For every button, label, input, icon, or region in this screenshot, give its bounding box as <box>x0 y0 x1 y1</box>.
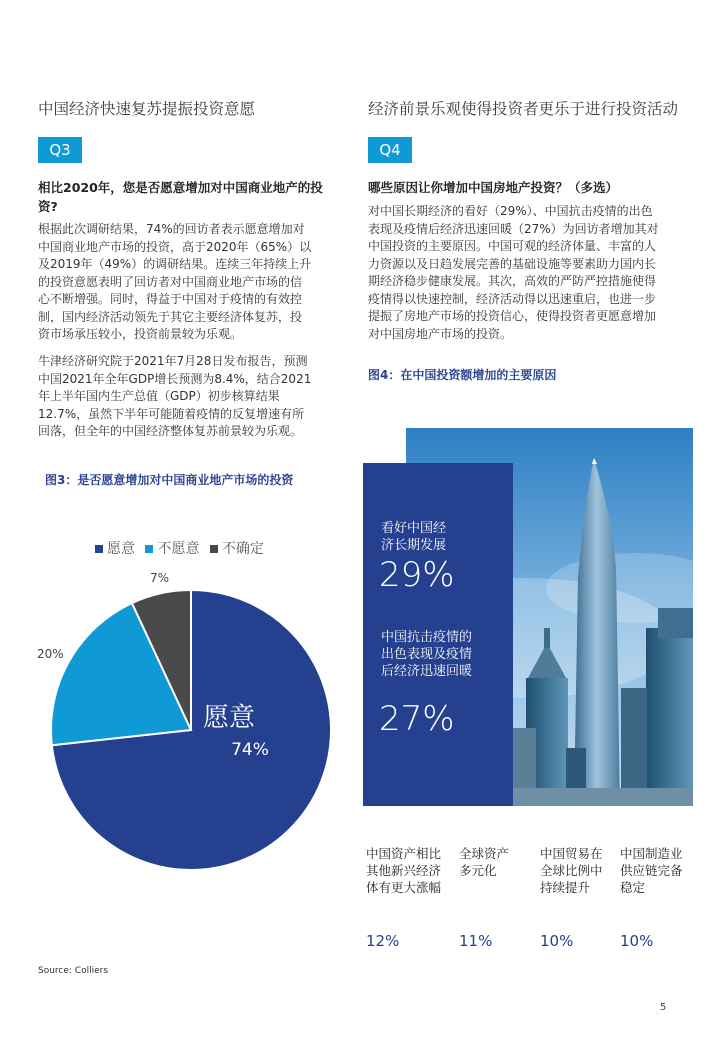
legend-label: 不愿意 <box>157 541 200 557</box>
panel-reason-1-label <box>381 520 446 554</box>
reason-line: 多元化 <box>459 863 497 878</box>
text-line: 根据此次调研结果，74%的回访者表示愿意增加对 <box>38 222 305 236</box>
reason-2-value: 11% <box>459 932 493 950</box>
figure-3-title: 图3：是否愿意增加对中国商业地产市场的投资 <box>45 473 294 487</box>
question-line: 相比2020年，您是否愿意增加对中国商业地产的投 <box>38 180 323 195</box>
text-line: 制，国内经济活动领先于其它主要经济体复苏，投 <box>38 309 303 324</box>
reason-3-label <box>540 845 603 896</box>
q4-paragraph <box>368 203 698 343</box>
source-note: Source: Colliers <box>38 966 109 976</box>
reason-line: 中国制造业 <box>620 846 683 861</box>
panel-label-line: 中国抗击疫情的 <box>381 630 473 645</box>
question-line: 资? <box>38 199 58 214</box>
legend-item-willing <box>95 541 135 557</box>
text-line: 期经济稳步健康发展。其次，高效的严防严控措施使得 <box>368 274 657 288</box>
legend-label: 不确定 <box>221 541 264 557</box>
text-line: 资市场承压较小，投资前景较为乐观。 <box>38 327 243 341</box>
pie-inner-label: 愿意 <box>202 703 256 733</box>
text-line: 的投资意愿表明了回访者对中国商业地产市场的信 <box>38 274 303 289</box>
panel-label-line: 出色表现及疫情 <box>381 647 473 662</box>
text-line: 提振了房地产市场的投资信心，使得投资者更愿意增加 <box>368 309 657 323</box>
panel-reason-2-label <box>381 629 472 680</box>
reason-line: 全球资产 <box>459 846 510 861</box>
text-line: 中国商业地产市场的投资，高于2020年（65%）以 <box>38 239 312 254</box>
pie-legend <box>95 538 270 558</box>
reason-line: 全球比例中 <box>540 863 603 878</box>
text-line: 力资源以及日趋发展完善的基础设施等要素助力国内长 <box>368 256 657 271</box>
legend-label: 愿意 <box>107 541 135 557</box>
text-line: 牛津经济研究院于2021年7月28日发布报告，预测 <box>38 354 308 368</box>
q3-paragraph-2 <box>38 353 348 441</box>
reason-line: 中国资产相比 <box>366 846 442 861</box>
q3-paragraph-1 <box>38 221 348 344</box>
reason-line: 持续提升 <box>540 880 591 895</box>
q3-question <box>38 178 348 216</box>
left-section-title: 中国经济快速复苏提振投资意愿 <box>38 100 256 118</box>
reason-line: 供应链完备 <box>620 863 683 878</box>
legend-swatch <box>95 545 103 553</box>
figure-4-title: 图4：在中国投资额增加的主要原因 <box>368 368 557 382</box>
q4-question: 哪些原因让你增加中国房地产投资？（多选） <box>368 180 619 195</box>
text-line: 表现及疫情后经济迅速回暖（27%）为回访者增加其对 <box>368 221 659 236</box>
panel-reason-1-value: 29% <box>379 555 455 595</box>
panel-label-line: 济长期发展 <box>381 538 447 553</box>
legend-swatch <box>210 545 218 553</box>
reason-1-value: 12% <box>366 932 400 950</box>
text-line: 12.7%，虽然下半年可能随着疫情的反复增速有所 <box>38 406 305 421</box>
right-section-title: 经济前景乐观使得投资者更乐于进行投资活动 <box>368 100 679 118</box>
reason-line: 中国贸易在 <box>540 846 603 861</box>
legend-swatch <box>145 545 153 553</box>
pie-label-uncertain: 7% <box>150 571 170 585</box>
q4-badge: Q4 <box>368 137 412 163</box>
pie-label-unwilling: 20% <box>37 647 64 661</box>
text-line: 对中国长期经济的看好（29%）、中国抗击疫情的出色 <box>368 204 653 218</box>
reason-line: 体有更大涨幅 <box>366 880 442 895</box>
panel-reason-2-value: 27% <box>379 699 455 739</box>
text-line: 及2019年（49%）的调研结果。连续三年持续上升 <box>38 257 312 271</box>
page-number: 5 <box>660 1002 667 1013</box>
reason-4-label <box>620 845 683 896</box>
pie-chart <box>30 580 350 880</box>
text-line: 年上半年国内生产总值（GDP）初步核算结果 <box>38 389 280 403</box>
text-line: 回落，但全年的中国经济整体复苏前景较为乐观。 <box>38 424 303 438</box>
pie-inner-value: 74% <box>231 740 269 760</box>
text-line: 疫情得以快速控制，经济活动得以迅速重启，也进一步 <box>368 291 657 306</box>
panel-label-line: 后经济迅速回暖 <box>381 664 473 679</box>
legend-item-unwilling <box>145 541 199 557</box>
pie-slices <box>51 590 331 870</box>
reason-line: 稳定 <box>620 880 646 895</box>
panel-label-line: 看好中国经 <box>381 521 447 536</box>
q3-badge: Q3 <box>38 137 82 163</box>
reason-line: 其他新兴经济 <box>366 863 442 878</box>
reason-3-value: 10% <box>540 932 574 950</box>
text-line: 中国投资的主要原因。中国可观的经济体量、丰富的人 <box>368 239 657 253</box>
reason-1-label <box>366 845 441 896</box>
text-line: 对中国房地产市场的投资。 <box>368 326 513 341</box>
text-line: 中国2021年全年GDP增长预测为8.4%，结合2021 <box>38 371 312 386</box>
reason-4-value: 10% <box>620 932 654 950</box>
text-line: 心不断增强。同时，得益于中国对于疫情的有效控 <box>38 292 303 306</box>
legend-item-uncertain <box>210 541 264 557</box>
reason-2-label <box>459 845 509 879</box>
